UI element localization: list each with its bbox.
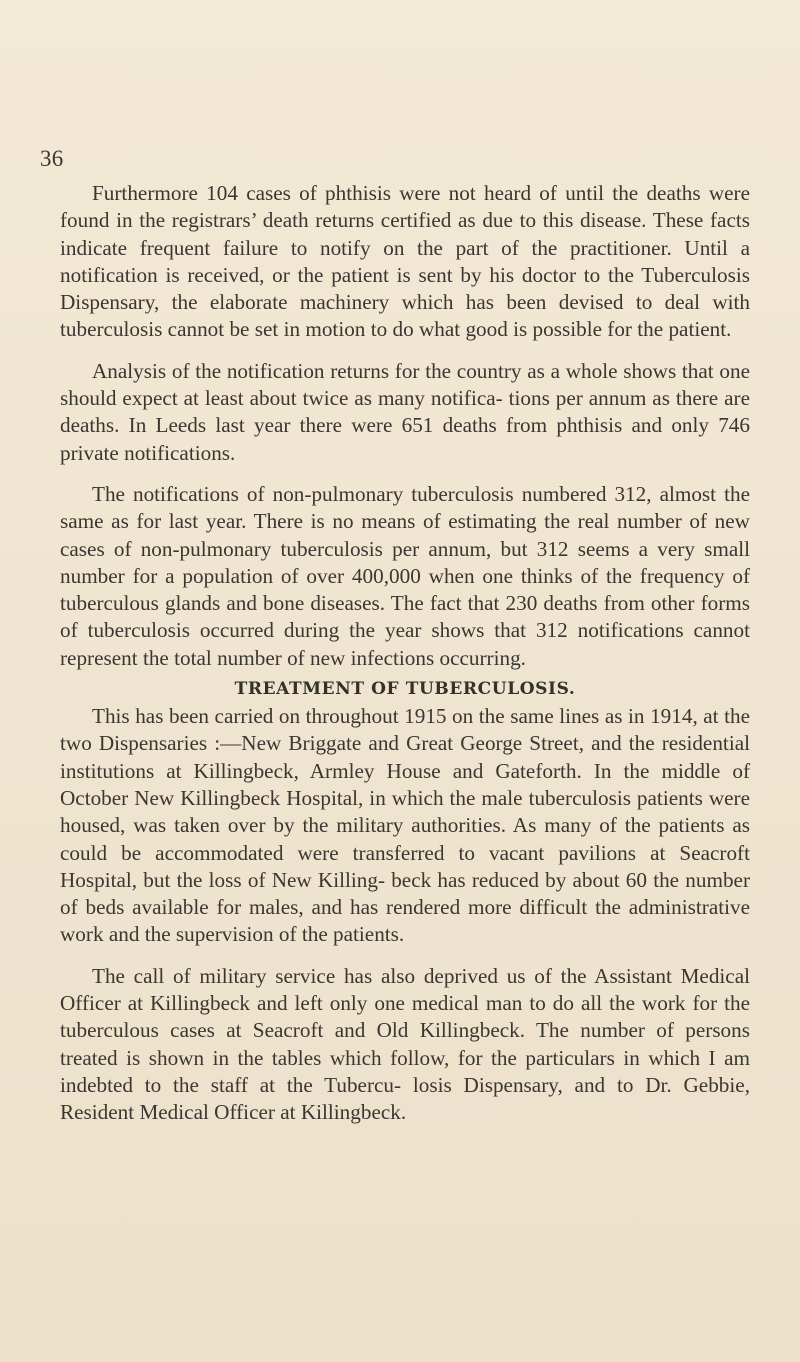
section-heading-treatment: TREATMENT OF TUBERCULOSIS.	[234, 679, 576, 700]
paragraph-unnotified-deaths: Furthermore 104 cases of phthisis were not heard of until the deaths were found in the registrars’ death returns certified as due to this disease. These facts indicate frequent failure to notify on the part of the practitioner. Until a notification is received, or the patient is sent by his doctor to the Tuberculosis Dispensary, the elaborate machinery which has been devised to deal with tuberculosis cannot be set in motion to do what good is possible for the patient.	[60, 181, 750, 342]
body-text	[60, 180, 750, 1127]
paragraph-treatment-dispensaries: This has been carried on throughout 1915 on the same lines as in 1914, at the two Dispensaries :—New Briggate and Great George Street, and the residential institutions at Killingbeck, Armley House and Gateforth. In the middle of October New Killingbeck Hospital, in which the male tuberculosis patients were housed, was taken over by the military authorities. As many of the patients as could be accommodated were transferred to vacant pavilions at Seacroft Hospital, but the loss of New Killing- beck has reduced by about 60 the number of beds available for males, and has rendered more difficult the administrative work and the supervision of the patients.	[60, 704, 750, 947]
paragraph-notification-analysis: Analysis of the notification returns for the country as a whole shows that one should expect at least about twice as many notifica- tions per annum as there are deaths. In Leeds last year there were 651 deaths from phthisis and only 746 private notifications.	[60, 358, 750, 465]
paragraph-non-pulmonary: The notifications of non-pulmonary tuberculosis numbered 312, almost the same as for last year. There is no means of estimating the real number of new cases of non-pulmonary tuberculosis per annum, but 312 seems a very small number for a population of over 400,000 when one thinks of the frequency of tuberculous glands and bone diseases. The fact that 230 deaths from other forms of tuberculosis occurred during the year shows that 312 notifications cannot represent the total number of new infections occurring.	[60, 481, 750, 670]
page-number: 36	[40, 146, 64, 171]
paragraph-military-service: The call of military service has also deprived us of the Assistant Medical Officer at Killingbeck and left only one medical man to do all the work for the tuberculous cases at Seacroft and Old Killingbeck. The number of persons treated is shown in the tables which follow, for the particulars in which I am indebted to the staff at the Tubercu- losis Dispensary, and to Dr. Gebbie, Resident Medical Officer at Killingbeck.	[60, 963, 750, 1125]
